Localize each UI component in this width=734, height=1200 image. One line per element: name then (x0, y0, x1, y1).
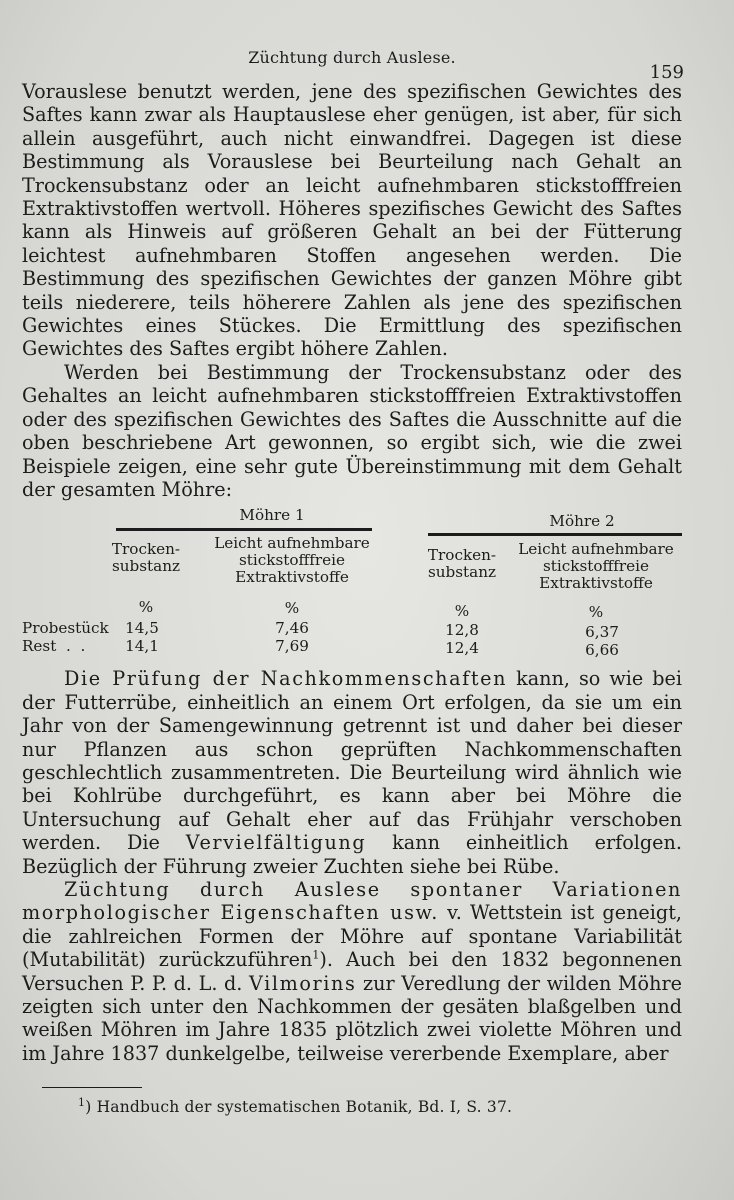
spaced-name-vilmorins: Vilmorins (249, 971, 357, 995)
spaced-vervielfaeltigung: Vervielfältigung (185, 831, 367, 855)
cell-m2-dry-probestueck: 12,8 (445, 621, 479, 640)
group-header-moehre-1: Möhre 1 (239, 506, 305, 525)
footnote (78, 1098, 682, 1116)
group-header-moehre-2: Möhre 2 (549, 512, 615, 531)
col-ext-2 (506, 541, 686, 592)
col-ext-1-line-2: stickstofffreie (238, 551, 345, 570)
spaced-lead-zuechtung: Züchtung durch Auslese spontaner Variationen morphologischer Eigenschaften usw. (22, 877, 682, 925)
paragraph-3-text-b: kann einheitlich erfolgen. Bezüglich der Führung zweier Zuchten siehe bei Rübe. (22, 831, 682, 878)
paragraph-3 (22, 667, 682, 878)
col-ext-2-line-2: stickstofffreie (542, 557, 649, 576)
row-label-rest: Rest . . (22, 637, 86, 656)
col-dry-1 (96, 541, 196, 575)
unit-ext-2: % (588, 603, 604, 622)
paragraph-4 (22, 878, 682, 1065)
cell-m1-dry-probestueck: 14,5 (125, 619, 159, 638)
cell-m2-ext-rest: 6,66 (585, 641, 619, 660)
col-ext-1 (202, 535, 382, 586)
col-ext-2-line-3: Extraktivstoffe (539, 574, 653, 593)
spaced-lead-pruefung: Die Prüfung der Nachkommenschaften (64, 667, 508, 691)
col-dry-1-line-1: Trocken- (111, 540, 181, 559)
paragraph-1: Vorauslese benutzt werden, jene des spezifischen Gewichtes des Saftes kann zwar als Hauptauslese eher genügen, ist aber, für sich allein ausgeführt, auch nicht einwandfrei. Dagegen ist diese Bestimmung als Vorauslese bei Beurteilung nach Gehalt an Trockensubstanz oder an leicht aufnehmbaren stickstofffreien Extraktivstoffen wertvoll. Höheres spezifisches Gewicht des Saftes kann als Hinweis auf größeren Gehalt an bei der Fütterung leichtest aufnehmbaren Stoffen angesehen werden. Die Bestimmung des spezifischen Gewichtes der ganzen Möhre gibt teils niederere, teils höherere Zahlen als jene des spezifischen Gewichtes eines Stückes. Die Ermittlung des spezifischen Gewichtes des Saftes ergibt höhere Zahlen. (22, 80, 682, 361)
cell-m1-ext-rest: 7,69 (275, 637, 309, 656)
paragraph-4-text-a: v. Wettstein ist geneigt, die zahlreichen Formen der Möhre auf spontane Variabilität (Mutabilität) zurückzuführen (22, 901, 683, 972)
cell-m1-dry-rest: 14,1 (125, 637, 159, 656)
footnote-text: ) Handbuch der systematischen Botanik, Bd. I, S. 37. (85, 1098, 513, 1117)
col-ext-2-line-1: Leicht aufnehmbare (518, 540, 674, 559)
col-dry-1-line-2: substanz (111, 557, 181, 576)
group-rule-2 (428, 533, 682, 536)
running-title: Züchtung durch Auslese. (248, 48, 456, 67)
group-rule-1 (116, 528, 372, 531)
data-table (22, 505, 682, 667)
footnote-reference: 1 (312, 948, 320, 962)
cell-m1-ext-probestueck: 7,46 (275, 619, 309, 638)
paragraph-4-text-b: ). Auch bei den 1832 begonnenen Versuchen P. P. d. L. d. (22, 948, 682, 995)
footnote-marker: 1 (78, 1096, 86, 1110)
unit-dry-2: % (454, 602, 470, 621)
page-number: 159 (649, 62, 684, 83)
col-dry-2-line-1: Trocken- (427, 546, 497, 565)
col-dry-2-line-2: substanz (427, 563, 497, 582)
footnote-rule (42, 1087, 142, 1088)
cell-m2-ext-probestueck: 6,37 (585, 623, 619, 642)
col-ext-1-line-3: Extraktivstoffe (235, 568, 349, 587)
unit-dry-1: % (138, 598, 154, 617)
col-ext-1-line-1: Leicht aufnehmbare (214, 534, 370, 553)
paragraph-4-text-c: zur Veredlung der wilden Möhre zeigten sich unter den Nachkommen der gesäten blaßgelben und weißen Möhren im Jahre 1835 plötzlich zwei violette Möhren und im Jahre 1837 dunkelgelbe, teilweise vererbende Exemplare, aber (22, 971, 682, 1065)
unit-ext-1: % (284, 599, 300, 618)
row-label-probestueck: Probestück (22, 619, 109, 638)
paragraph-3-text-a: kann, so wie bei der Futterrübe, einheitlich an einem Ort erfolgen, da sie um ein Jahr von der Samengewinnung getrennt ist und daher bei dieser nur Pflanzen aus schon geprüften Nachkommenschaften geschlechtlich zusammentreten. Die Beurteilung wird ähnlich wie bei Kohlrübe durchgeführt, es kann aber bei Möhre die Untersuchung auf Gehalt eher auf das Frühjahr verschoben werden. Die (22, 667, 683, 855)
running-head (22, 42, 684, 83)
col-dry-2 (412, 547, 512, 581)
cell-m2-dry-rest: 12,4 (445, 639, 479, 658)
paragraph-2: Werden bei Bestimmung der Trockensubstanz oder des Gehaltes an leicht aufnehmbaren stickstofffreien Extraktivstoffen oder des spezifischen Gewichtes des Saftes die Ausschnitte auf die oben beschriebene Art gewonnen, so ergibt sich, wie die zwei Beispiele zeigen, eine sehr gute Übereinstimmung mit dem Gehalt der gesamten Möhre: (22, 360, 682, 501)
